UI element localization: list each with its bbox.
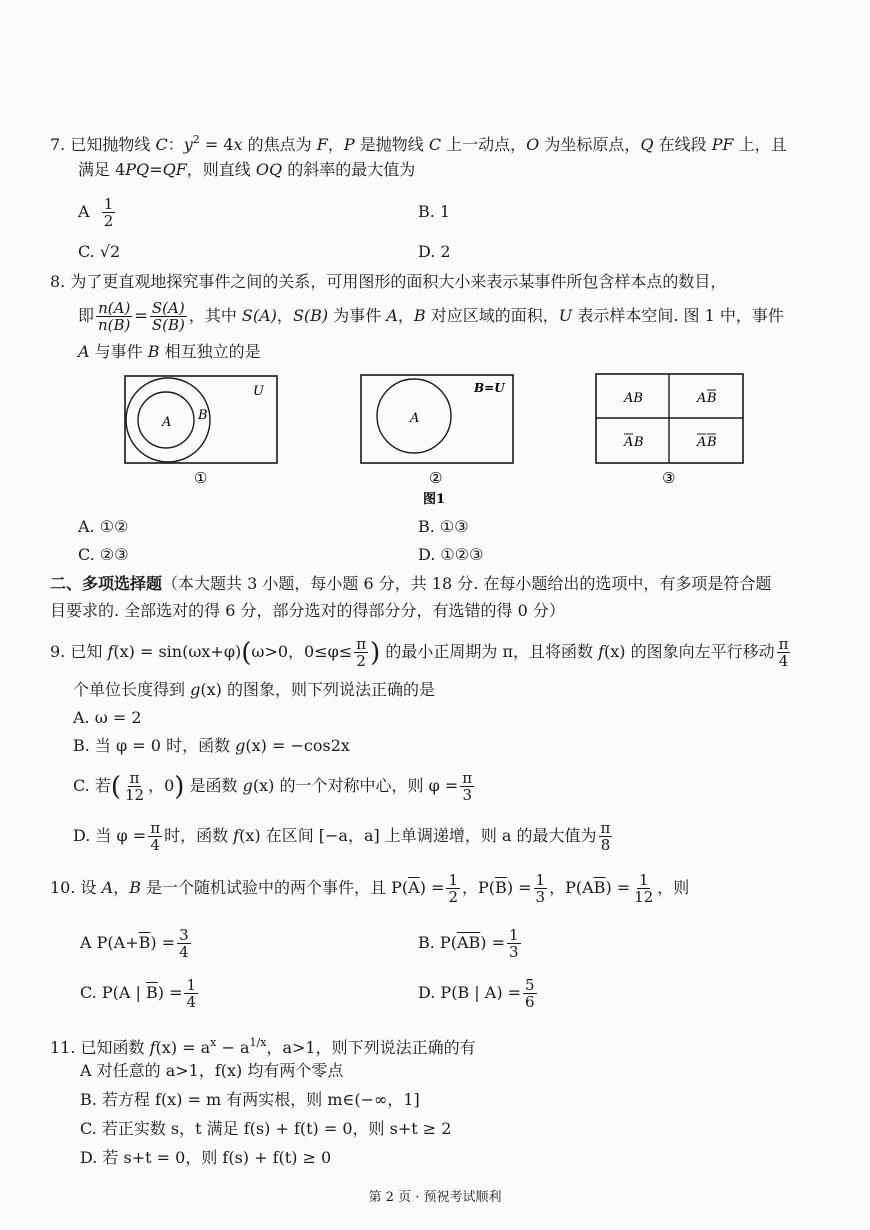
q11-option-d: D. 若 s+t = 0，则 f(s) + f(t) ≥ 0 bbox=[80, 1148, 332, 1167]
q10-option-a: A $P(A+\overline{B})$ = $\frac{3}{4}$ bbox=[80, 926, 189, 961]
figure-1-diagram-2 bbox=[361, 375, 513, 463]
q8-option-c: C. ②③ bbox=[78, 545, 129, 564]
q9-stem-line2: 个单位长度得到 g(x) 的图象，则下列说法正确的是 bbox=[73, 680, 435, 699]
q10-option-c: C. P(A | $\overline{B}$) = $\frac{1}{4}$ bbox=[80, 976, 197, 1011]
q7-option-c: C. √2 bbox=[78, 242, 121, 261]
q7-stem-line2: 满足 4PQ=QF，则直线 OQ 的斜率的最大值为 bbox=[78, 160, 416, 179]
q8-stem-line3: A 与事件 B 相互独立的是 bbox=[78, 342, 261, 361]
q9-option-d: D. 当 φ = $\frac{\pi}{4}$ 时，函数 f(x) 在区间 [−a，a] 上单调递增，则 a 的最大值为 $\frac{\pi}{8}$ bbox=[73, 819, 611, 854]
figure-1-diagram-1 bbox=[125, 376, 277, 463]
q11-option-b: B. 若方程 f(x) = m 有两实根，则 m∈(−∞，1] bbox=[80, 1090, 420, 1109]
fig1-label-b: B bbox=[198, 408, 208, 423]
fig2-label-bu: B=U bbox=[474, 381, 505, 395]
q8-option-a: A. ①② bbox=[78, 517, 129, 536]
fig1-caption: ① bbox=[194, 469, 208, 487]
q10-option-b: B. $P(\overline{A}\overline{B})$ = $\frac{1}{3}$ bbox=[418, 926, 519, 961]
q9-stem-line1: 9. 已知 f(x) = sin(ωx+φ)(ω>0，0≤φ≤ $\frac{\pi}{2}$ ) 的最小正周期为 π，且将函数 f(x) 的图象向左平行移动 $\frac{\pi}{4}$ bbox=[50, 635, 789, 670]
q9-option-b: B. 当 φ = 0 时，函数 g(x) = −cos2x bbox=[73, 736, 350, 755]
q8-option-d: D. ①②③ bbox=[418, 545, 484, 564]
q8-stem-line1: 8. 为了更直观地探究事件之间的关系，可用图形的面积大小来表示某事件所包含样本点的数目， bbox=[50, 272, 727, 291]
fig3-label-ab: AB bbox=[624, 391, 643, 406]
fig2-caption: ② bbox=[429, 469, 443, 487]
section-2-desc: 目要求的. 全部选对的得 6 分，部分选对的得部分分，有选错的得 0 分） bbox=[50, 601, 565, 620]
q11-option-a: A 对任意的 a>1，f(x) 均有两个零点 bbox=[80, 1061, 344, 1080]
fig3-label-abar-b-b: B bbox=[634, 435, 644, 450]
q8-stem-line2: 即 $\frac{n(A)}{n(B)}$ = $\frac{S(A)}{S(B)}$ ，其中 S(A)，S(B) 为事件 A，B 对应区域的面积，U 表示样本空间. 图 1 中，事件 bbox=[78, 299, 784, 334]
q9-option-a: A. ω = 2 bbox=[73, 708, 142, 727]
fig2-label-a: A bbox=[410, 411, 420, 426]
q7-stem-line1: 7. 已知抛物线 C：$y^2 = 4x$ 的焦点为 F，P 是抛物线 C 上一动点，O 为坐标原点，Q 在线段 PF 上，且 bbox=[50, 133, 787, 154]
q10-stem: 10. 设 A，B 是一个随机试验中的两个事件，且 $P(\overline{A})$ = $\frac{1}{2}$ ，$P(\overline{B})$ = $\frac{1}{3}$ ，$P(A\overline{B})$ = $\frac{1}{12}$ ，则 bbox=[50, 871, 690, 906]
fig3-label-a-bbar-b: B bbox=[707, 391, 717, 406]
q10-option-d: D. P(B | A) = $\frac{5}{6}$ bbox=[418, 976, 535, 1011]
fig3-label-abar-b-a: A bbox=[624, 435, 634, 450]
figure-1-diagram-3 bbox=[596, 374, 743, 463]
fig3-label-a-bbar-a: A bbox=[697, 391, 707, 406]
q8-option-b: B. ①③ bbox=[418, 517, 469, 536]
fig3-label-abar-bbar-a: A bbox=[697, 435, 707, 450]
figure-caption: 图1 bbox=[423, 492, 446, 507]
section-2-header: 二、多项选择题（本大题共 3 小题，每小题 6 分，共 18 分. 在每小题给出的选项中，有多项是符合题 bbox=[50, 574, 772, 593]
q9-option-c: C. 若( $\frac{\pi}{12}$ ，0) 是函数 g(x) 的一个对称中心，则 φ = $\frac{\pi}{3}$ bbox=[73, 769, 473, 804]
q7-option-d: D. 2 bbox=[418, 242, 451, 261]
fig3-label-abar-bbar-b: B bbox=[707, 435, 717, 450]
q7-option-a: A $\frac{1}{2}$ bbox=[78, 195, 114, 230]
figure-1 bbox=[0, 0, 870, 520]
q7-option-b: B. 1 bbox=[418, 202, 451, 221]
q11-option-c: C. 若正实数 s，t 满足 f(s) + f(t) = 0，则 s+t ≥ 2 bbox=[80, 1119, 452, 1138]
fig1-label-u: U bbox=[253, 384, 264, 399]
fig3-caption: ③ bbox=[662, 469, 676, 487]
fig1-label-a: A bbox=[162, 415, 172, 430]
page-footer: 第 2 页 · 预祝考试顺利 bbox=[368, 1190, 502, 1205]
q11-stem: 11. 已知函数 $f(x) = a^x - a^{1/x}$，a>1，则下列说法正确的有 bbox=[50, 1036, 476, 1057]
